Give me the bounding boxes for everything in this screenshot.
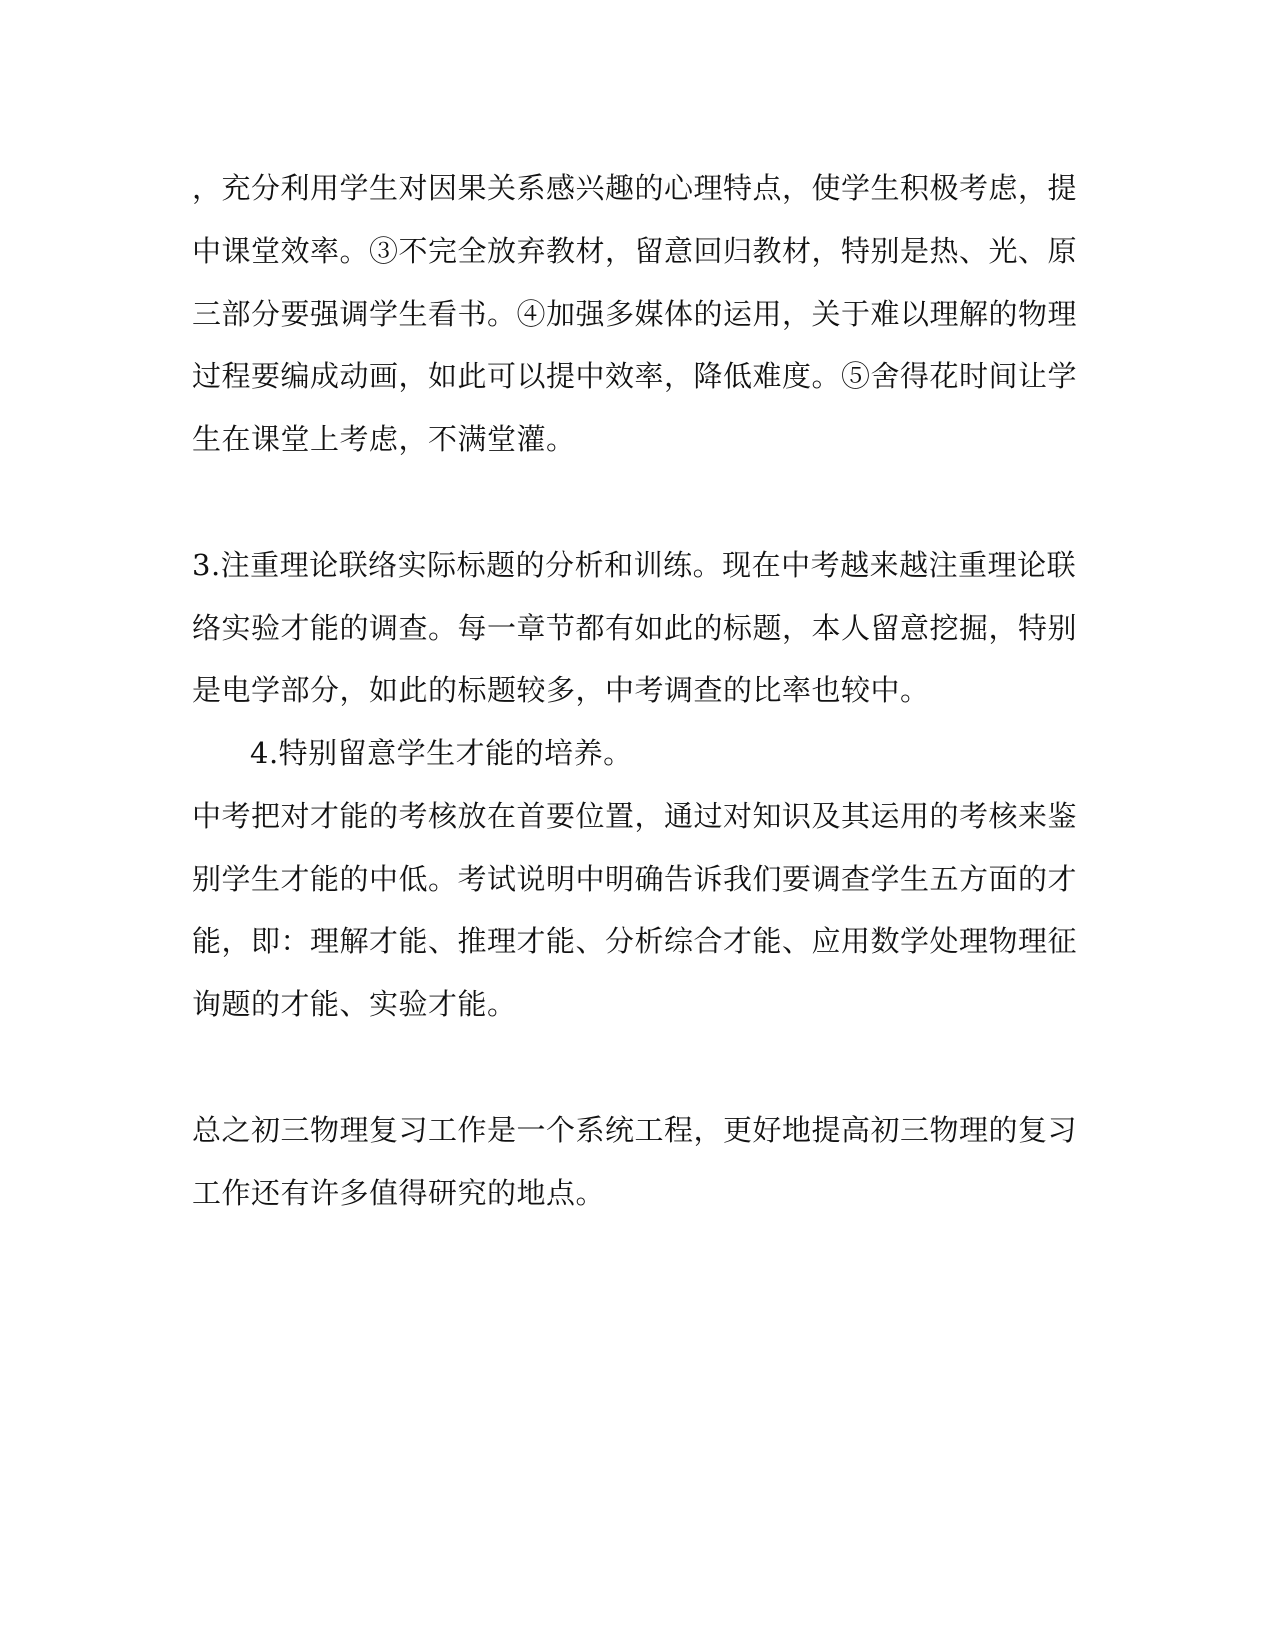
paragraph-line: 生在课堂上考虑，不满堂灌。 (192, 422, 576, 456)
paragraph-line: 别学生才能的中低。考试说明中明确告诉我们要调查学生五方面的才 (192, 862, 1078, 896)
paragraph-line: 三部分要强调学生看书。④加强多媒体的运用，关于难以理解的物理 (192, 297, 1078, 331)
paragraph-line: 能，即：理解才能、推理才能、分析综合才能、应用数学处理物理征 (192, 924, 1078, 958)
paragraph-line: 询题的才能、实验才能。 (192, 987, 517, 1021)
paragraph-line: 工作还有许多值得研究的地点。 (192, 1176, 606, 1210)
paragraph-line: 3.注重理论联络实际标题的分析和训练。现在中考越来越注重理论联 (192, 548, 1077, 582)
paragraph-line: 络实验才能的调查。每一章节都有如此的标题，本人留意挖掘，特别 (192, 611, 1078, 645)
paragraph-line: 总之初三物理复习工作是一个系统工程，更好地提高初三物理的复习 (192, 1113, 1078, 1147)
paragraph-line: 中考把对才能的考核放在首要位置，通过对知识及其运用的考核来鉴 (192, 799, 1078, 833)
section-heading: 4.特别留意学生才能的培养。 (250, 736, 633, 770)
paragraph-line: 中课堂效率。③不完全放弃教材，留意回归教材，特别是热、光、原 (192, 234, 1078, 268)
paragraph-line: 是电学部分，如此的标题较多，中考调查的比率也较中。 (192, 673, 930, 707)
paragraph-line: 过程要编成动画，如此可以提中效率，降低难度。⑤舍得花时间让学 (192, 359, 1078, 393)
paragraph-line: ，充分利用学生对因果关系感兴趣的心理特点，使学生积极考虑，提 (192, 171, 1078, 205)
